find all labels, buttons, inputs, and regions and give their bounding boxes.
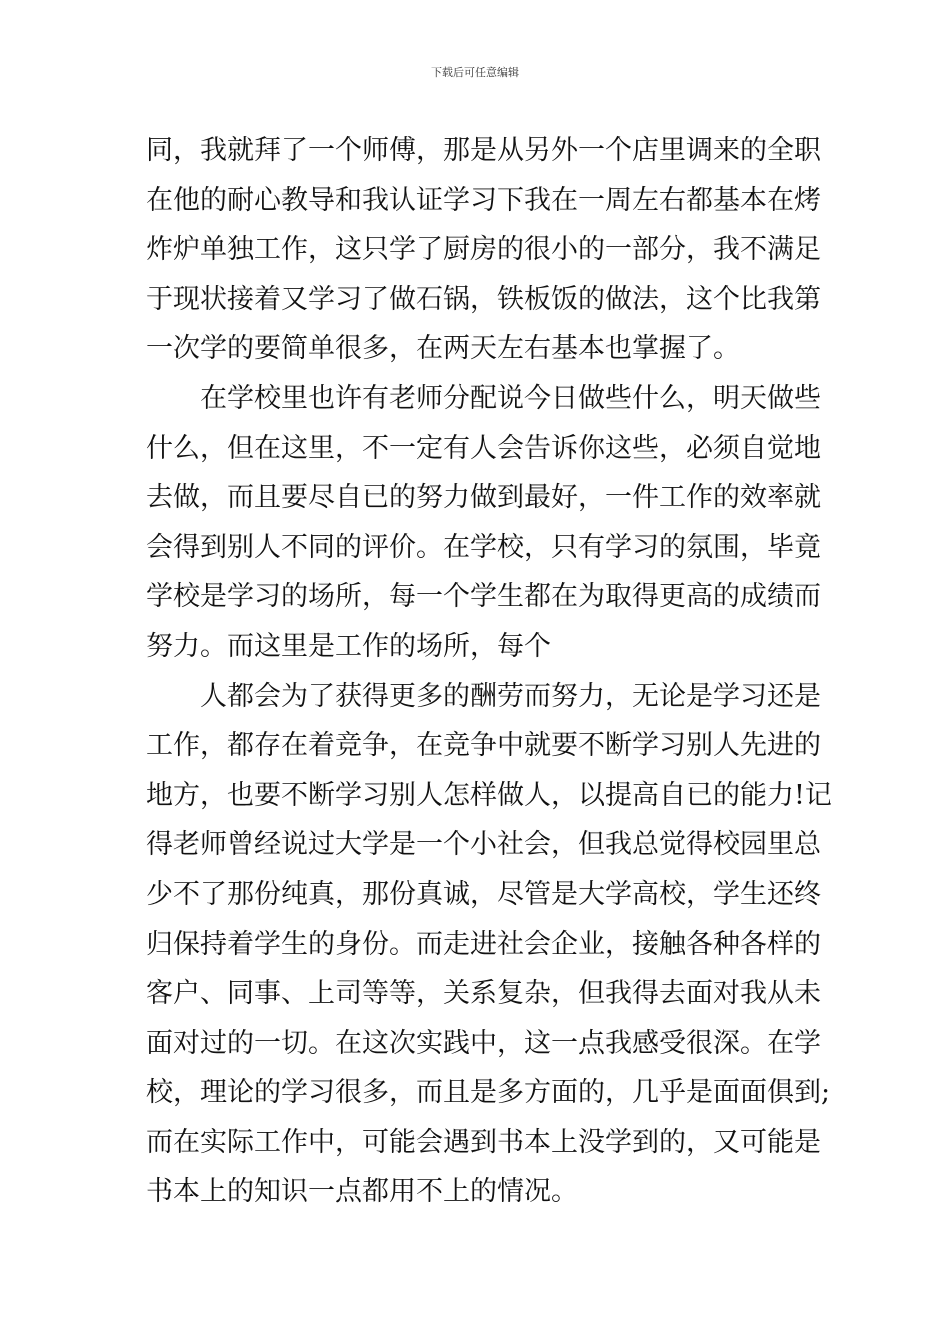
text-line: 而在实际工作中，可能会遇到书本上没学到的，又可能是 bbox=[146, 1126, 821, 1158]
text-line: 地方，也要不断学习别人怎样做人，以提高自已的能力!记 bbox=[146, 779, 832, 811]
text-line: 学校是学习的场所，每一个学生都在为取得更高的成绩而 bbox=[146, 581, 821, 613]
text-line: 在学校里也许有老师分配说今日做些什么，明天做些 bbox=[200, 382, 821, 414]
text-line: 在他的耐心教导和我认证学习下我在一周左右都基本在烤 bbox=[146, 184, 821, 216]
text-line: 去做，而且要尽自已的努力做到最好，一件工作的效率就 bbox=[146, 482, 821, 514]
text-line: 努力。而这里是工作的场所，每个 bbox=[146, 630, 551, 662]
text-line: 人都会为了获得更多的酬劳而努力，无论是学习还是 bbox=[200, 680, 821, 712]
text-line: 书本上的知识一点都用不上的情况。 bbox=[146, 1176, 578, 1208]
document-body bbox=[146, 126, 832, 1217]
text-line: 什么，但在这里，不一定有人会告诉你这些，必须自觉地 bbox=[146, 432, 821, 464]
text-line: 面对过的一切。在这次实践中，这一点我感受很深。在学 bbox=[146, 1027, 821, 1059]
page-header: 下载后可任意编辑 bbox=[431, 66, 519, 79]
text-line: 同，我就拜了一个师傅，那是从另外一个店里调来的全职 bbox=[146, 135, 821, 166]
text-line: 得老师曾经说过大学是一个小社会，但我总觉得校园里总 bbox=[146, 829, 821, 861]
paragraph-1 bbox=[146, 126, 821, 374]
text-line: 炸炉单独工作，这只学了厨房的很小的一部分，我不满足 bbox=[146, 234, 821, 266]
paragraph-2 bbox=[146, 374, 821, 672]
text-line: 一次学的要简单很多，在两天左右基本也掌握了。 bbox=[146, 333, 740, 365]
text-line: 归保持着学生的身份。而走进社会企业，接触各种各样的 bbox=[146, 928, 821, 960]
text-line: 客户、同事、上司等等，关系复杂，但我得去面对我从未 bbox=[146, 978, 821, 1010]
text-line: 于现状接着又学习了做石锅，铁板饭的做法，这个比我第 bbox=[146, 283, 821, 315]
text-line: 会得到别人不同的评价。在学校，只有学习的氛围，毕竟 bbox=[146, 531, 821, 563]
text-line: 工作，都存在着竞争，在竞争中就要不断学习别人先进的 bbox=[146, 730, 821, 762]
text-line: 校，理论的学习很多，而且是多方面的，几乎是面面俱到; bbox=[146, 1077, 831, 1109]
paragraph-3 bbox=[146, 672, 832, 1218]
text-line: 少不了那份纯真，那份真诚，尽管是大学高校，学生还终 bbox=[146, 878, 821, 910]
